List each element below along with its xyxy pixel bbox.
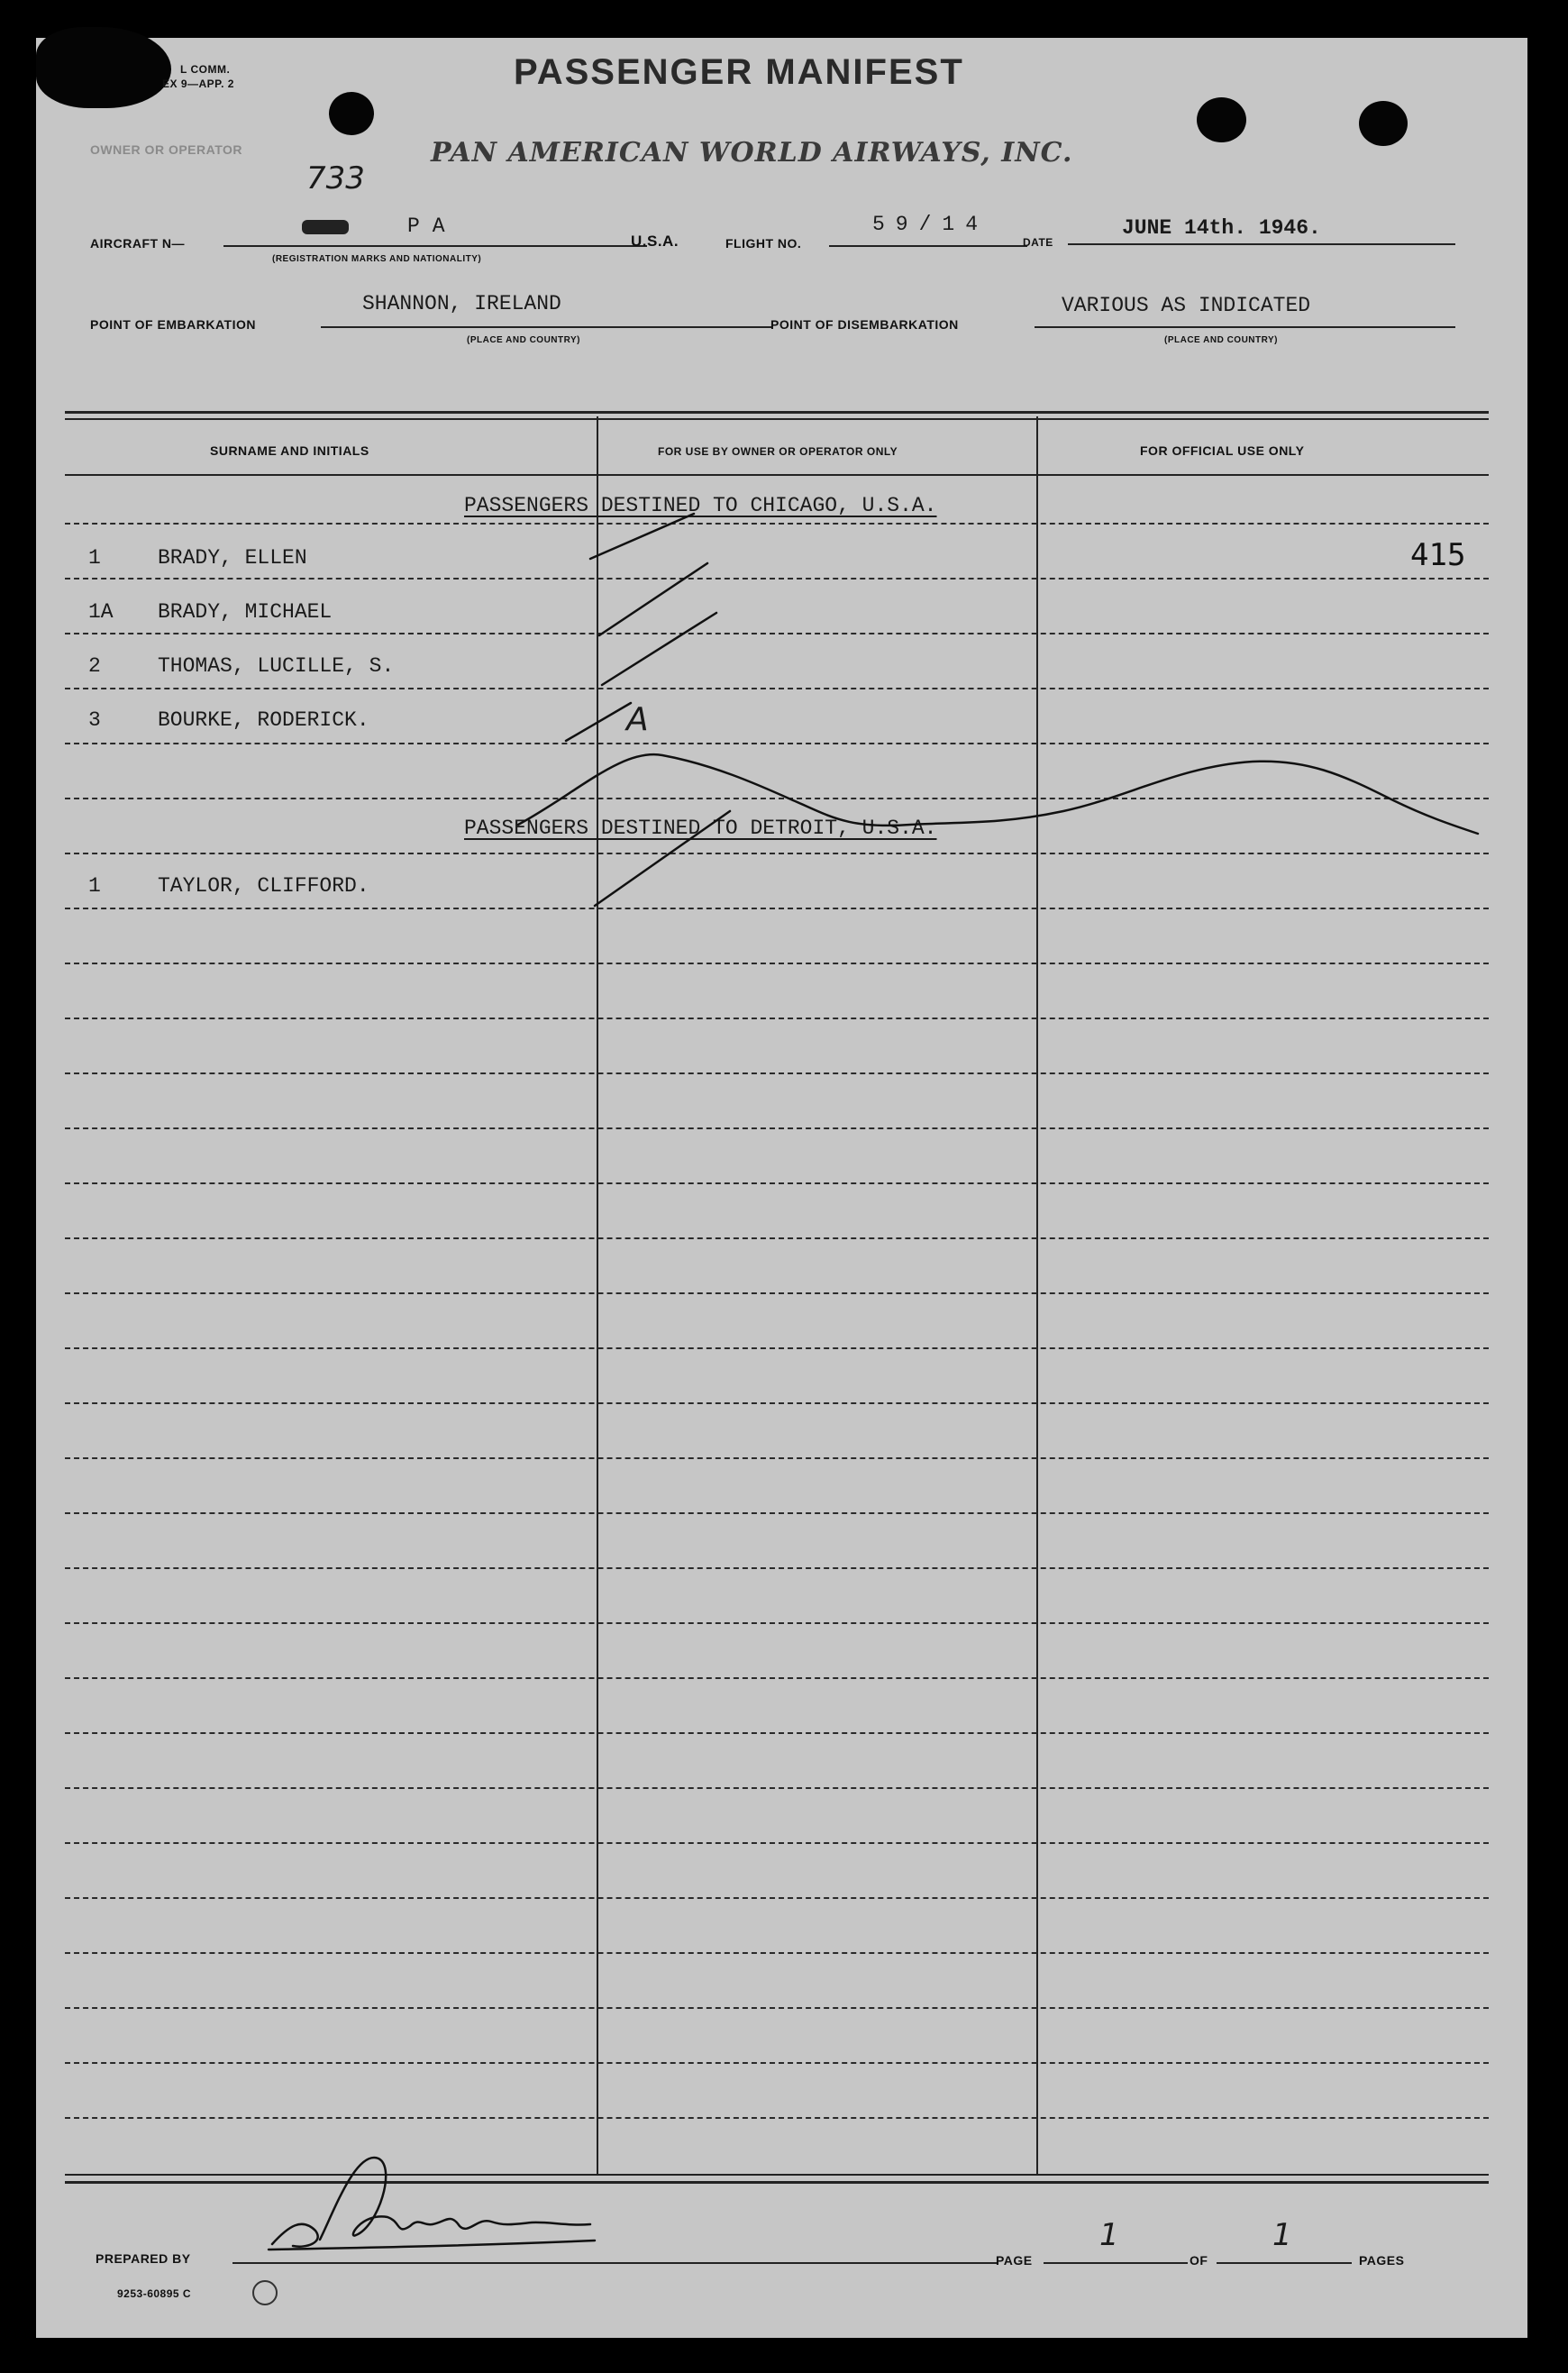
usa-label: U.S.A. bbox=[631, 233, 679, 250]
operator-handwritten-mark: A bbox=[626, 701, 649, 738]
passenger-name: BRADY, ELLEN bbox=[158, 546, 307, 570]
pages-value: 1 bbox=[1272, 2217, 1292, 2253]
passenger-name: BRADY, MICHAEL bbox=[158, 600, 333, 624]
page-value: 1 bbox=[1099, 2217, 1119, 2253]
page-line bbox=[1044, 2262, 1188, 2264]
page-title: PASSENGER MANIFEST bbox=[514, 52, 964, 92]
disembarkation-value: VARIOUS AS INDICATED bbox=[1062, 294, 1311, 317]
tick-mark bbox=[602, 613, 716, 685]
tick-mark bbox=[566, 703, 631, 741]
form-reference-line1: L COMM. bbox=[180, 63, 231, 76]
prepared-by-line bbox=[232, 2262, 998, 2264]
date-value: JUNE 14th. 1946. bbox=[1122, 216, 1321, 240]
column-header-operator: FOR USE BY OWNER OR OPERATOR ONLY bbox=[658, 445, 898, 458]
passenger-name: BOURKE, RODERICK. bbox=[158, 708, 369, 732]
wavy-pen-line bbox=[518, 754, 1478, 834]
tick-mark bbox=[590, 514, 694, 559]
date-label: DATE bbox=[1023, 236, 1053, 249]
signature-stroke bbox=[272, 2158, 590, 2247]
of-label: OF bbox=[1190, 2253, 1208, 2268]
form-reference-line2: EX 9—APP. 2 bbox=[162, 78, 234, 90]
disembarkation-label: POINT OF DISEMBARKATION bbox=[770, 317, 959, 332]
disembarkation-caption: (PLACE AND COUNTRY) bbox=[1164, 335, 1278, 345]
column-header-official: FOR OFFICIAL USE ONLY bbox=[1140, 443, 1305, 458]
passenger-name: TAYLOR, CLIFFORD. bbox=[158, 874, 369, 898]
passenger-number: 1 bbox=[88, 546, 101, 570]
prepared-by-label: PREPARED BY bbox=[96, 2251, 191, 2266]
owner-value: PAN AMERICAN WORLD AIRWAYS, INC. bbox=[431, 137, 1073, 169]
column-header-surname: SURNAME AND INITIALS bbox=[210, 443, 369, 458]
passenger-name: THOMAS, LUCILLE, S. bbox=[158, 654, 395, 678]
aircraft-handwritten-number: 733 bbox=[306, 160, 365, 196]
group-heading-detroit: PASSENGERS DESTINED TO DETROIT, U.S.A. bbox=[464, 817, 937, 840]
passenger-number: 1 bbox=[88, 874, 101, 898]
printer-seal-icon bbox=[252, 2280, 278, 2305]
passenger-number: 1A bbox=[88, 600, 114, 624]
embarkation-caption: (PLACE AND COUNTRY) bbox=[467, 335, 580, 345]
aircraft-label: AIRCRAFT N— bbox=[90, 236, 186, 251]
flight-value: 59/14 bbox=[872, 213, 989, 236]
form-number: 9253-60895 C bbox=[117, 2287, 192, 2300]
signature-underline bbox=[269, 2241, 595, 2250]
passenger-number: 3 bbox=[88, 708, 101, 732]
official-mark: 415 bbox=[1410, 537, 1466, 573]
flight-label: FLIGHT NO. bbox=[725, 236, 802, 251]
of-line bbox=[1217, 2262, 1352, 2264]
owner-label: OWNER OR OPERATOR bbox=[90, 142, 242, 157]
group-heading-chicago: PASSENGERS DESTINED TO CHICAGO, U.S.A. bbox=[464, 494, 937, 517]
aircraft-caption: (REGISTRATION MARKS AND NATIONALITY) bbox=[272, 254, 482, 264]
embarkation-label: POINT OF EMBARKATION bbox=[90, 317, 256, 332]
tick-mark bbox=[599, 563, 707, 635]
tick-mark bbox=[595, 811, 730, 906]
embarkation-value: SHANNON, IRELAND bbox=[362, 292, 561, 315]
passenger-number: 2 bbox=[88, 654, 101, 678]
page-label: PAGE bbox=[996, 2253, 1033, 2268]
pages-label: PAGES bbox=[1359, 2253, 1405, 2268]
aircraft-value: PA bbox=[407, 214, 458, 238]
